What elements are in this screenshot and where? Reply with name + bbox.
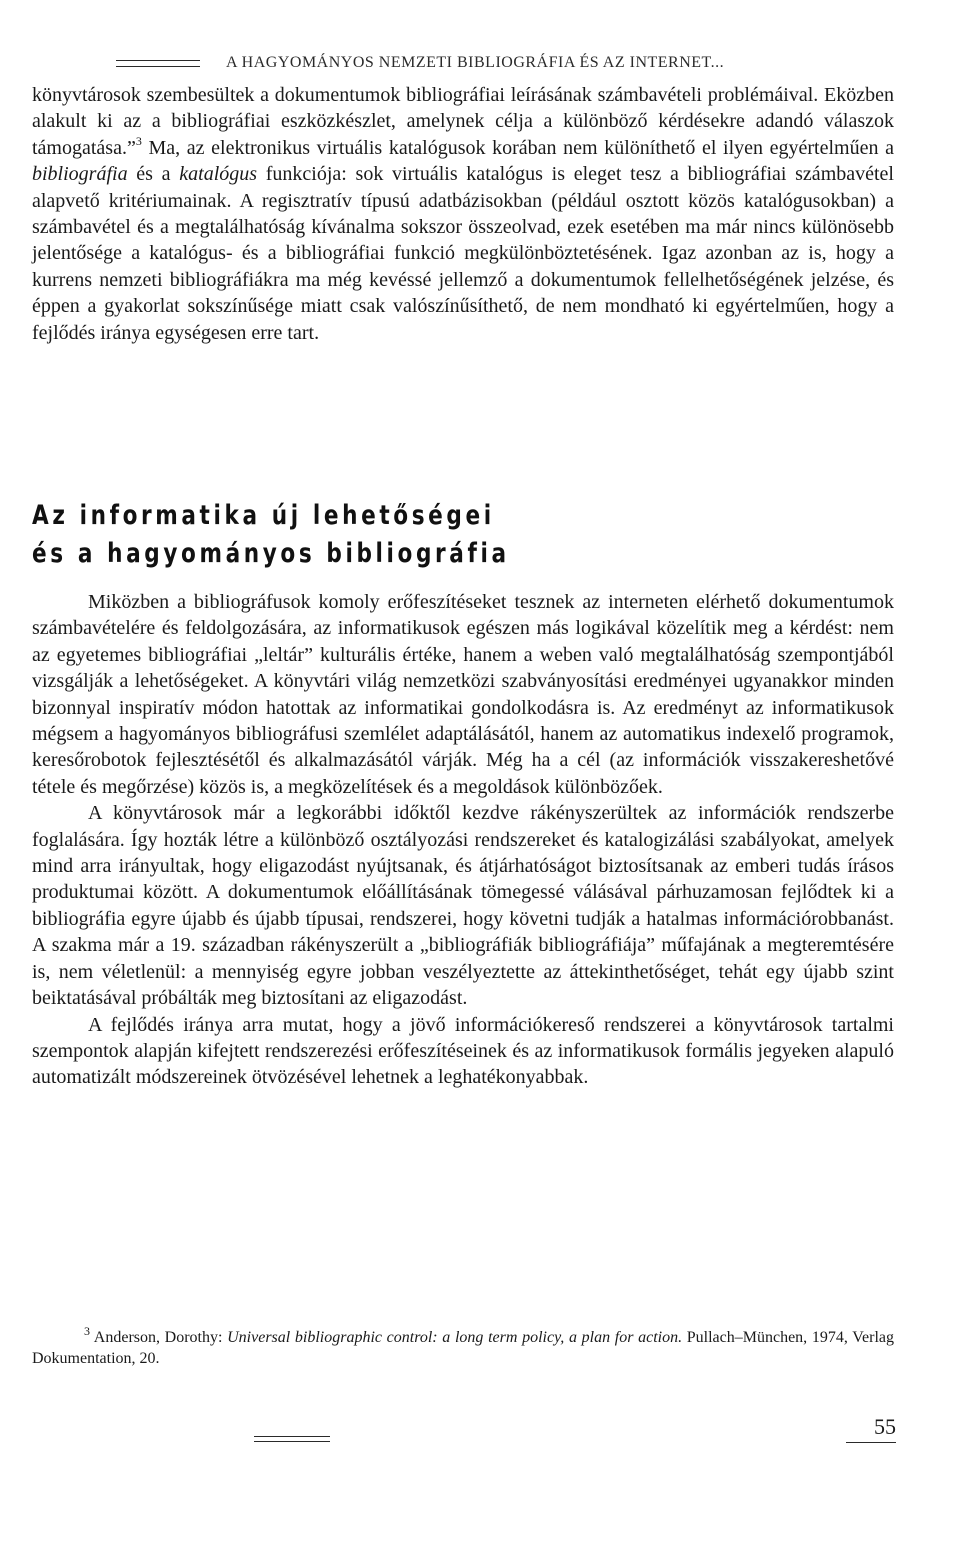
term-bibliografia: bibliográfia — [32, 163, 128, 186]
paragraph-1-text-a: könyvtárosok szembesültek a dokumentumok bibliográfiai leírásának számbavételi problémáival. Eközben alakult ki az a bibliográfiai eszközkészlet, amelynek célja a különböző kérdésekre adandó válaszok támogatása.” — [32, 84, 894, 159]
paragraph-1-text-b: Ma, az elektronikus virtuális katalógusok korában nem különíthető el ilyen egyértelműen a — [141, 136, 894, 159]
section-heading-line-1: Az informatika új lehetőségei — [32, 500, 495, 531]
paragraph-1-text-d: funkciója: sok virtuális katalógus is eleget tesz a bibliográfiai számbavétel alapvető kritériumainak. A regisztratív típusú adatbázisokban (például osztott közös katalógusokban) a számbavétel és a megtalálhatóság kívánalma sokszor összeolvad, ezek esetében ma már nincs különösebb jelentősége a katalógus- és a bibliográfiai funkció megkülönböztetésének. Igaz azonban az is, hogy a kurrens nemzeti bibliográfiákra ma még kevéssé jellemző a dokumentumok fellelhetőségének jelzése, és éppen a gyakorlat sokszínűsége miatt csak valószínűsíthető, de nem mondható ki egyértelműen, hogy a fejlődés iránya egységesen erre tart. — [32, 163, 894, 344]
footnote-number: 3 — [84, 1323, 90, 1338]
footnote-text — [32, 1323, 894, 1369]
running-head-rule — [116, 60, 200, 67]
body-section-1 — [32, 82, 894, 346]
footnote-title: Universal bibliographic control: a long term policy, a plan for action. — [227, 1329, 683, 1346]
footer-rule — [254, 1436, 330, 1442]
paragraph-1 — [32, 82, 894, 346]
term-katalogus: katalógus — [179, 163, 258, 186]
paragraph-4: A fejlődés iránya arra mutat, hogy a jövő információkereső rendszerei a könyvtárosok tartalmi szempontok alapján kifejtett rendszerezési erőfeszítéseinek és az informatikusok formális jegyeken alapuló automatizált módszereinek ötvözésével lehetnek a leghatékonyabbak. — [32, 1013, 894, 1089]
footnote-publication: Pullach–München, 1974, Verlag Dokumentation, 20. — [32, 1329, 894, 1367]
footnote-ref: 3 — [135, 134, 142, 149]
paragraph-2: Miközben a bibliográfusok komoly erőfeszítéseket tesznek az interneten elérhető dokumentumok számbavételére és feldolgozására, az informatikusok egészen más logikával közelítik meg a kérdést: nem az egyetemes bibliográfiai „leltár” kulturális értéke, hanem a weben való megtalálhatóság szempontjából vizsgálják a lehetőségeket. A könyvtári világ nemzetközi szabványosítási eredményei ugyanakkor minden bizonnyal inspiratív módon hatottak az informatikai gondolkodásra is. Az eredményt az informatikusok mégsem a hagyományos bibliográfusi szemlélet adaptálásától, hanem az automatikus indexelő programok, keresőrobotok fejlesztésétől és alkalmazásától várják. Még ha a cél (az információk visszakereshetővé tétele és megőrzése) közös is, a megközelítések és a megoldások különbözőek. — [32, 591, 894, 798]
footnote — [32, 1323, 894, 1369]
paragraph-3: A könyvtárosok már a legkorábbi időktől kezdve rákényszerültek az információk rendszerbe foglalására. Így hozták létre a különböző osztályozási rendszereket és katalogizálási szabályokat, amelyek mind arra irányultak, hogy eligazodást nyújtsanak, és átjárhatóságot biztosítsanak az emberi tudás írásos produktumai között. A dokumentumok előállításának tömegessé válásával párhuzamosan fejlődtek ki a bibliográfia egyre újabb és újabb típusai, rendszerei, hogy követni tudják a hatalmas információrobbanást. A szakma már a 19. században rákényszerült a „bibliográfiák bibliográfiája” műfajának a megteremtésére is, nem véletlenül: a mennyiség egyre jobban veszélyeztette az áttekinthetőséget, tehát egy újabb szint beiktatásával próbálták meg biztosítani az eligazodást. — [32, 802, 894, 1010]
running-head-text: A HAGYOMÁNYOS NEMZETI BIBLIOGRÁFIA ÉS AZ INTERNET... — [226, 54, 725, 71]
page-number: 55 — [846, 1414, 896, 1443]
body-section-2 — [32, 589, 894, 1091]
section-heading-line-2: és a hagyományos bibliográfia — [32, 538, 510, 569]
paragraph-1-text-c: és a — [127, 163, 180, 186]
running-head — [116, 50, 896, 76]
footnote-author: Anderson, Dorothy: — [90, 1329, 228, 1346]
section-heading — [32, 497, 720, 573]
